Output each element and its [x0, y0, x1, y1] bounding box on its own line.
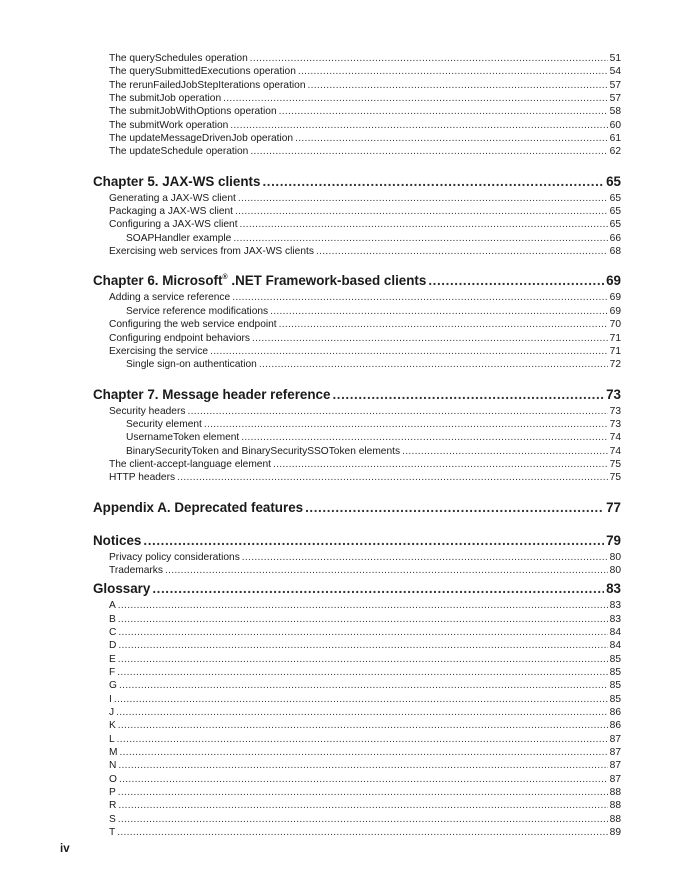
toc-entry-title: SOAPHandler example [126, 232, 232, 244]
toc-entry-title: The querySubmittedExecutions operation [109, 66, 296, 78]
toc-entry[interactable] [93, 418, 621, 431]
dot-leader [316, 245, 608, 258]
toc-entry-title: Configuring the web service endpoint [109, 319, 277, 331]
toc-entry[interactable] [93, 564, 621, 577]
toc-page-number: 54 [609, 66, 621, 78]
toc-entry[interactable] [93, 192, 621, 205]
toc-page-number: 87 [609, 747, 621, 759]
toc-entry-title: D [109, 640, 117, 652]
toc-page-number: 65 [606, 173, 621, 189]
toc-entry[interactable] [93, 551, 621, 564]
dot-leader [117, 733, 608, 746]
dot-leader [332, 385, 604, 405]
toc-entry-title: Chapter 7. Message header reference [93, 386, 331, 402]
toc-entry-title: L [109, 733, 115, 745]
dot-leader [118, 626, 607, 639]
toc-page-number: 73 [609, 405, 621, 417]
toc-entry-title: The submitJob operation [109, 93, 222, 105]
dot-leader [116, 706, 608, 719]
toc-page-number: 57 [609, 93, 621, 105]
toc-entry-title: Privacy policy considerations [109, 551, 240, 563]
dot-leader [114, 693, 608, 706]
toc-entry[interactable] [93, 799, 621, 812]
toc-page-number: 83 [609, 613, 621, 625]
toc-entry-title: E [109, 653, 116, 665]
toc-entry-title: J [109, 707, 115, 719]
toc-entry-title: P [109, 787, 116, 799]
dot-leader [118, 639, 607, 652]
toc-entry[interactable] [93, 92, 621, 105]
toc-chapter-entry[interactable] [93, 531, 621, 551]
toc-chapter-entry[interactable] [93, 271, 621, 291]
toc-page-number: 51 [609, 53, 621, 64]
toc-entry-title: K [109, 720, 116, 732]
toc-entry-title: HTTP headers [109, 472, 176, 484]
toc-entry-title: Chapter 6. Microsoft® .NET Framework-based clients [93, 273, 427, 289]
toc-entry-title: The client-accept-language element [109, 458, 271, 470]
toc-entry[interactable] [93, 458, 621, 471]
dot-leader [230, 119, 607, 132]
toc-entry-title: Configuring a JAX-WS client [109, 219, 238, 231]
dot-leader [210, 345, 608, 358]
toc-entry-title: T [109, 827, 116, 839]
toc-page-number: 84 [609, 640, 621, 652]
dot-leader [242, 551, 608, 564]
toc-page-number: 71 [609, 332, 621, 344]
toc-entry[interactable] [93, 358, 621, 371]
toc-page-number: 69 [609, 292, 621, 304]
toc-entry-title: Appendix A. Deprecated features [93, 499, 304, 515]
toc-page-number: 58 [609, 106, 621, 118]
toc-page-number: 88 [609, 800, 621, 812]
dot-leader [279, 318, 608, 331]
toc-page-number: 88 [609, 813, 621, 825]
toc-entry-title: The updateMessageDrivenJob operation [109, 133, 294, 145]
toc-entry[interactable] [93, 733, 621, 746]
toc-entry[interactable] [93, 599, 621, 612]
dot-leader [295, 132, 608, 145]
toc-page-number: 69 [606, 273, 621, 289]
dot-leader [118, 813, 608, 826]
toc-page-number: 65 [609, 219, 621, 231]
dot-leader [259, 358, 608, 371]
toc-entry-title: Exercising web services from JAX-WS clients [109, 246, 314, 258]
toc-entry-title: Generating a JAX-WS client [109, 192, 236, 204]
table-of-contents [93, 52, 621, 839]
toc-page-number: 86 [609, 707, 621, 719]
toc-page-number: 80 [609, 564, 621, 576]
toc-chapter-entry[interactable] [93, 498, 621, 518]
dot-leader [177, 471, 608, 484]
toc-entry-title: F [109, 667, 116, 678]
dot-leader [233, 232, 607, 245]
toc-entry[interactable] [93, 471, 621, 484]
toc-entry[interactable] [93, 666, 621, 679]
toc-entry[interactable] [93, 105, 621, 118]
toc-entry[interactable] [93, 218, 621, 231]
toc-entry[interactable] [93, 679, 621, 692]
toc-entry-title: UsernameToken element [126, 432, 240, 444]
dot-leader [250, 145, 607, 158]
toc-page-number: 87 [609, 760, 621, 772]
toc-entry-title: BinarySecurityToken and BinarySecuritySSOToken elements [126, 445, 401, 457]
dot-leader [241, 431, 607, 444]
dot-leader [252, 332, 608, 345]
toc-entry[interactable] [93, 345, 621, 358]
toc-page-number: 85 [609, 693, 621, 705]
dot-leader [204, 418, 608, 431]
toc-chapter-entry[interactable] [93, 385, 621, 405]
toc-entry-title: Packaging a JAX-WS client [109, 206, 234, 218]
toc-page-number: 83 [609, 600, 621, 612]
dot-leader [118, 599, 608, 612]
toc-page-number: 88 [609, 787, 621, 799]
toc-page-number: 87 [609, 773, 621, 785]
toc-page-number: 57 [609, 79, 621, 91]
dot-leader [238, 192, 608, 205]
toc-entry-title: Service reference modifications [126, 305, 269, 317]
dot-leader [119, 773, 608, 786]
toc-entry[interactable] [93, 826, 621, 839]
dot-leader [273, 458, 608, 471]
dot-leader [305, 498, 604, 518]
toc-page-number: 75 [609, 472, 621, 484]
toc-chapter-entry[interactable] [93, 579, 621, 599]
toc-entry[interactable] [93, 205, 621, 218]
dot-leader [119, 679, 608, 692]
toc-entry[interactable] [93, 145, 621, 158]
toc-page-number: 85 [609, 653, 621, 665]
toc-entry-title: Glossary [93, 581, 151, 597]
toc-entry[interactable] [93, 232, 621, 245]
toc-entry-title: G [109, 680, 117, 692]
toc-entry[interactable] [93, 653, 621, 666]
toc-entry[interactable] [93, 132, 621, 145]
toc-chapter-entry[interactable] [93, 172, 621, 192]
dot-leader [187, 405, 607, 418]
toc-entry-title: Chapter 5. JAX-WS clients [93, 173, 261, 189]
toc-page-number: 87 [609, 733, 621, 745]
toc-page-number: 73 [606, 386, 621, 402]
toc-entry[interactable] [93, 318, 621, 331]
toc-entry-title: Single sign-on authentication [126, 359, 257, 371]
dot-leader [270, 305, 608, 318]
toc-entry-title: Configuring endpoint behaviors [109, 332, 251, 344]
dot-leader [308, 79, 608, 92]
dot-leader [118, 786, 608, 799]
toc-entry[interactable] [93, 706, 621, 719]
dot-leader [118, 759, 607, 772]
toc-page-number: 85 [609, 667, 621, 678]
toc-entry[interactable] [93, 719, 621, 732]
toc-page-number: 80 [609, 551, 621, 563]
toc-entry-title: Adding a service reference [109, 292, 231, 304]
toc-page-number: 85 [609, 680, 621, 692]
toc-page-number: 74 [609, 445, 621, 457]
toc-entry-title: Exercising the service [109, 345, 209, 357]
toc-page-number: 89 [609, 827, 621, 839]
toc-entry[interactable] [93, 405, 621, 418]
toc-entry[interactable] [93, 52, 621, 65]
toc-entry[interactable] [93, 65, 621, 78]
toc-page-number: 62 [609, 146, 621, 158]
toc-entry[interactable] [93, 332, 621, 345]
dot-leader [235, 205, 608, 218]
toc-page-number: 60 [609, 119, 621, 131]
toc-entry-title: S [109, 813, 116, 825]
toc-page-number: 68 [609, 246, 621, 258]
toc-page-number: 61 [609, 133, 621, 145]
toc-entry-title: I [109, 693, 112, 705]
dot-leader [143, 531, 604, 551]
dot-leader [223, 92, 608, 105]
toc-entry[interactable] [93, 813, 621, 826]
toc-entry-title: Security headers [109, 405, 186, 417]
dot-leader [117, 666, 607, 679]
toc-page-number: 83 [606, 581, 621, 597]
toc-page-number: 66 [609, 232, 621, 244]
toc-entry[interactable] [93, 639, 621, 652]
toc-entry[interactable] [93, 305, 621, 318]
toc-entry-title: The submitWork operation [109, 119, 229, 131]
toc-entry-title: The submitJobWithOptions operation [109, 106, 277, 118]
page-number: iv [60, 843, 70, 855]
toc-entry[interactable] [93, 613, 621, 626]
toc-page-number: 79 [606, 532, 621, 548]
toc-entry-title: Notices [93, 532, 142, 548]
toc-page-number: 69 [609, 305, 621, 317]
dot-leader [118, 799, 607, 812]
dot-leader [402, 445, 608, 458]
toc-entry-title: The rerunFailedJobStepIterations operation [109, 79, 306, 91]
toc-page-number: 73 [609, 418, 621, 430]
dot-leader [117, 826, 607, 839]
dot-leader [262, 172, 604, 192]
toc-entry-title: N [109, 760, 117, 772]
toc-page-number: 84 [609, 626, 621, 638]
toc-entry[interactable] [93, 79, 621, 92]
toc-page-number: 74 [609, 432, 621, 444]
toc-entry[interactable] [93, 119, 621, 132]
dot-leader [240, 218, 608, 231]
toc-page-number: 75 [609, 458, 621, 470]
toc-entry-title: O [109, 773, 117, 785]
toc-entry-title: Security element [126, 418, 202, 430]
dot-leader [152, 579, 604, 599]
toc-entry-title: The updateSchedule operation [109, 146, 249, 158]
toc-page-number: 70 [609, 319, 621, 331]
dot-leader [120, 746, 608, 759]
toc-entry[interactable] [93, 245, 621, 258]
toc-page-number: 77 [606, 499, 621, 515]
toc-page-number: 72 [609, 359, 621, 371]
dot-leader [428, 271, 604, 291]
toc-entry[interactable] [93, 626, 621, 639]
toc-entry-title: The querySchedules operation [109, 53, 248, 64]
toc-entry-title: B [109, 613, 116, 625]
toc-entry[interactable] [93, 773, 621, 786]
toc-page-number: 65 [609, 192, 621, 204]
dot-leader [118, 613, 608, 626]
dot-leader [232, 291, 607, 304]
toc-entry-title: R [109, 800, 117, 812]
dot-leader [250, 52, 608, 65]
toc-page-number: 65 [609, 206, 621, 218]
toc-page-number: 71 [609, 345, 621, 357]
toc-entry[interactable] [93, 759, 621, 772]
dot-leader [279, 105, 608, 118]
toc-entry[interactable] [93, 746, 621, 759]
toc-entry-title: A [109, 600, 116, 612]
toc-entry-title: M [109, 747, 118, 759]
toc-page-number: 86 [609, 720, 621, 732]
toc-entry-title: Trademarks [109, 564, 163, 576]
dot-leader [118, 719, 608, 732]
toc-entry[interactable] [93, 786, 621, 799]
toc-entry[interactable] [93, 291, 621, 304]
toc-entry[interactable] [93, 431, 621, 444]
toc-entry-title: C [109, 626, 117, 638]
toc-entry[interactable] [93, 693, 621, 706]
dot-leader [165, 564, 608, 577]
dot-leader [298, 65, 608, 78]
dot-leader [118, 653, 608, 666]
toc-entry[interactable] [93, 445, 621, 458]
